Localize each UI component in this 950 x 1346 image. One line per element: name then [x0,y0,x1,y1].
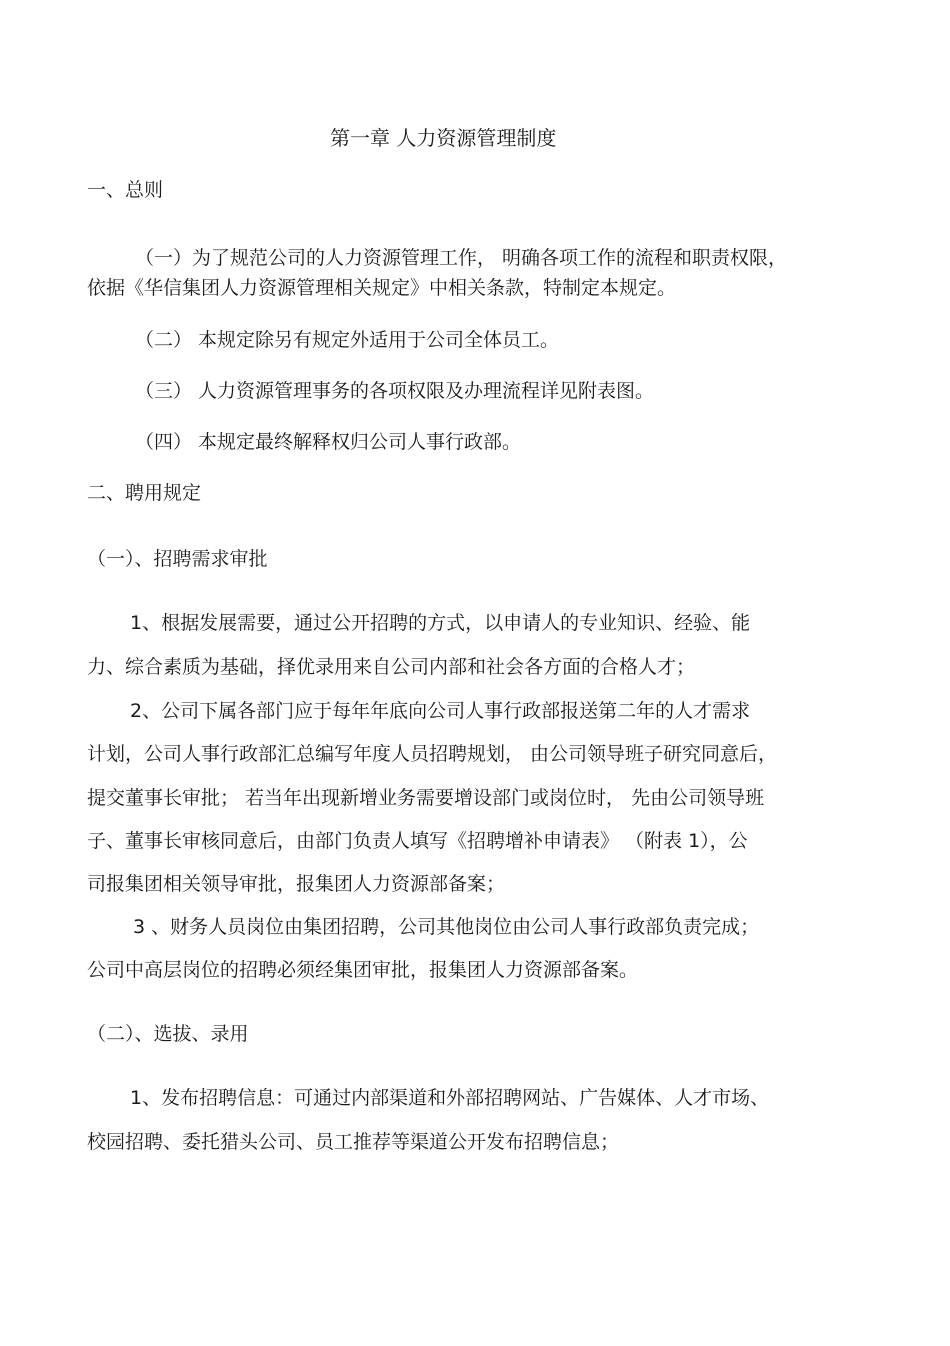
paragraph-line: 提交董事长审批； 若当年出现新增业务需要增设部门或岗位时， 先由公司领导班 [87,787,765,809]
page-title: 第一章 人力资源管理制度 [330,126,557,150]
paragraph-line: 依据《华信集团人力资源管理相关规定》中相关条款，特制定本规定。 [87,277,677,299]
subsection-heading: （二）、选拔、录用 [87,1023,249,1045]
paragraph-line: （一）为了规范公司的人力资源管理工作， 明确各项工作的流程和职责权限， [135,247,788,269]
paragraph-line: 公司中高层岗位的招聘必须经集团审批，报集团人力资源部备案。 [87,959,639,981]
paragraph-line: （二） 本规定除另有规定外适用于公司全体员工。 [135,329,560,351]
paragraph-line: 3 、财务人员岗位由集团招聘，公司其他岗位由公司人事行政部负责完成； [133,916,760,938]
paragraph-line: 计划，公司人事行政部汇总编写年度人员招聘规划， 由公司领导班子研究同意后， [87,743,778,765]
paragraph-line: 1、根据发展需要，通过公开招聘的方式，以申请人的专业知识、经验、能 [130,612,751,634]
section-heading-general: 一、总则 [87,179,164,201]
paragraph-line: 2、公司下属各部门应于每年年底向公司人事行政部报送第二年的人才需求 [130,700,751,722]
paragraph-line: 校园招聘、委托猎头公司、员工推荐等渠道公开发布招聘信息； [87,1131,620,1153]
section-heading-hiring: 二、聘用规定 [87,482,202,504]
paragraph-line: 力、综合素质为基础，择优录用来自公司内部和社会各方面的合格人才； [87,656,696,678]
paragraph-line: 司报集团相关领导审批，报集团人力资源部备案； [87,873,506,895]
paragraph-line: 1、发布招聘信息：可通过内部渠道和外部招聘网站、广告媒体、人才市场、 [130,1087,770,1109]
subsection-heading: （一）、招聘需求审批 [87,548,268,570]
paragraph-line: 子、董事长审核同意后，由部门负责人填写《招聘增补申请表》 （附表 1），公 [87,830,748,852]
paragraph-line: （三） 人力资源管理事务的各项权限及办理流程详见附表图。 [135,380,655,402]
paragraph-line: （四） 本规定最终解释权归公司人事行政部。 [135,431,522,453]
